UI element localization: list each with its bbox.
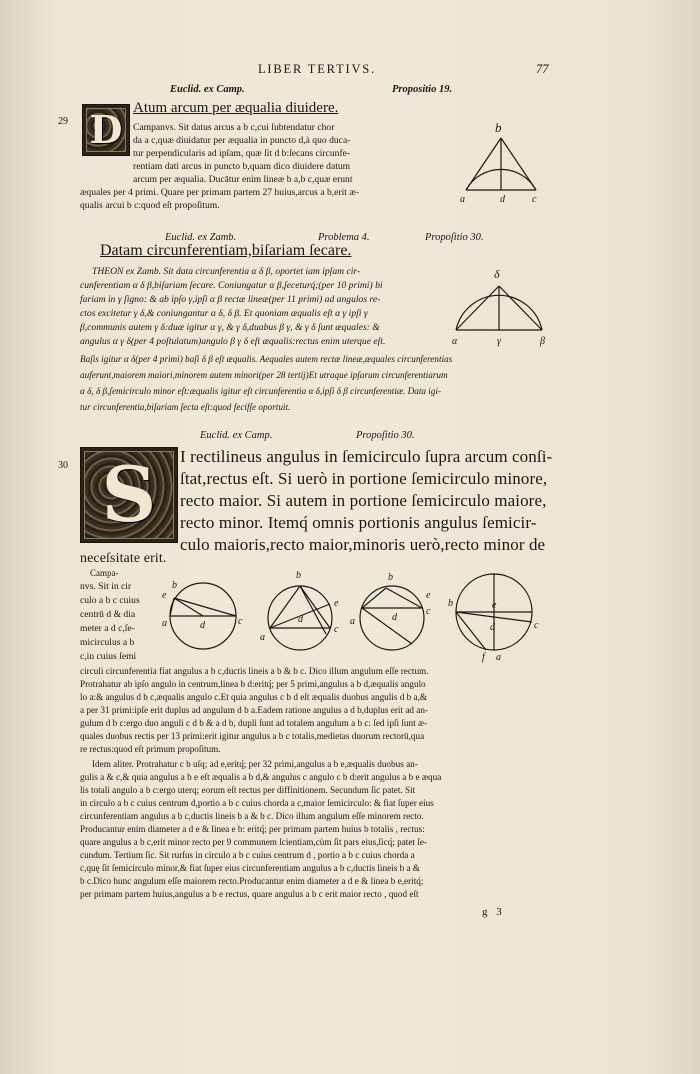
enunciation-line: recto maior. Si autem in portione ſemicirculo maiore,	[180, 491, 547, 510]
text-line: æquales per 4 primi. Quare per primam partem 27 huius,arcus a b,erit æ-	[80, 187, 359, 198]
figure-label: b	[172, 580, 177, 591]
figure-minor-segment-angle-3	[346, 568, 438, 652]
figure-label: b	[388, 572, 393, 583]
drop-capital-d: D	[82, 104, 130, 156]
text-line: Idem aliter. Protrahatur c b uſq; ad e,eritq́; per 32 primi,angulus a b e,æqualis duobus an-	[92, 759, 418, 769]
source-label-zamb: Euclid. ex Zamb.	[165, 232, 237, 243]
text-line: c,quę ſit ſemicirculo minor,& fiat ſuper eius circunferentiam angulus a b c,ductis lineis b a &	[80, 863, 420, 873]
figure-label: γ	[497, 336, 501, 347]
text-line: Baſis igitur α δ(per 4 primi) baſi δ β eſt æqualis. Aequales autem rectæ lineæ,æquales circunferentias	[80, 354, 453, 364]
enunciation-line: neceſsitate erit.	[80, 551, 167, 566]
problem-label: Problema 4.	[318, 232, 370, 243]
figure-label: e	[492, 600, 497, 611]
text-line: auferunt,maiorem maiori,minorem autem minori(per 28 tertij)Et utraque ipſarum circunferentiarum	[80, 370, 448, 380]
text-line: β,communis autem γ δ:duæ igitur α γ, & γ δ,duabus β γ, & γ δ ſunt æquales: &	[80, 322, 380, 333]
proposition-label-30a: Propoſitio 30.	[425, 232, 484, 243]
running-title: LIBER TERTIVS.	[258, 62, 376, 76]
text-line: a per 31 primi:ipſe erit duplus ad angulum d b a.Eadem ratione angulus a d b,duplus erit ad an-	[80, 705, 429, 715]
margin-number-29: 29	[58, 116, 68, 127]
figure-label: c	[532, 194, 537, 205]
text-line: circunferentiam angulus a b c,ductis lineis b a & b c. Dico illum angulum eſſe minorem recto.	[80, 811, 424, 821]
section-title-30a: Datam circunferentiam,biſariam ſecare.	[100, 242, 352, 259]
text-line: lo a:& angulus d b c,æqualis angulo c.Et quia angulus c b d eſt æqualis duobus angulis d b a,&	[80, 692, 428, 702]
margin-number-30: 30	[58, 460, 68, 471]
text-line: qualis arcui b c:quod eſt propoſitum.	[80, 200, 220, 211]
enunciation-line: recto minor. Itemq́ omnis portionis angulus ſemicir-	[180, 513, 537, 532]
figure-semicircle-angle-1	[160, 576, 250, 652]
text-line: in circulo a b c cuius centrum d,portio a b c cuius chorda a c,maior ſemicirculo: & fiat ſuper eius	[80, 798, 434, 808]
figure-label: e	[334, 598, 339, 609]
proposition-label-29: Propositio 19.	[392, 84, 453, 95]
folio-number: 77	[536, 62, 549, 76]
enunciation-line: ſtat,rectus eſt. Si uerò in portione ſemicirculo minore,	[180, 469, 548, 488]
text-line: centrū d & dia	[80, 609, 136, 620]
figure-label: a	[162, 618, 167, 629]
text-line: angulus α γ δ(per 4 poſtulatum)angulo β γ δ eſt æqualis:rectus enim uterque eſt.	[80, 336, 386, 347]
text-line: THEON ex Zamb. Sit data circunferentia α δ β, oportet iam ipſam cir-	[92, 266, 361, 277]
text-line: ctos excitetur γ δ,& coniungantur α δ, δ β. Et quoniam æqualis eſt α γ ipſi γ	[80, 308, 368, 319]
text-line: nvs. Sit in cir	[80, 581, 132, 592]
figure-label: d	[298, 614, 303, 625]
text-line: culo a b c cuius	[80, 595, 140, 606]
figure-label: c	[534, 620, 539, 631]
text-line: c,in cuius ſemi	[80, 651, 137, 662]
figure-label: d	[500, 194, 505, 205]
figure-segment-angle-4	[446, 566, 542, 664]
figure-label: a	[460, 194, 465, 205]
figure-label: δ	[494, 267, 500, 281]
text-line: gulum d b c:ergo duo anguli c d b & a d b, dupli ſunt ad totalem angulum a b c: ſed ipſi ſunt æ-	[80, 718, 428, 728]
text-line: b c.Dico hunc angulum eſſe maiorem recto.Producantur enim diameter a d e & linea b e,eritq́;	[80, 876, 424, 886]
text-line: tur perpendicularis ad ipſam, quæ ſit d b:ſecans circunfe-	[133, 148, 351, 159]
figure-label: b	[495, 120, 502, 135]
section-title-29: Atum arcum per æqualia diuidere.	[133, 100, 339, 116]
text-line: Campanvs. Sit datus arcus a b c,cui ſubtendatur chor	[133, 122, 335, 133]
text-line: α δ, δ β,ſemicirculo minor eſt:æqualis igitur eſt circunferentia α δ,ipſi δ β circunferentiæ. Data igi-	[80, 386, 442, 396]
figure-label: c	[426, 606, 431, 617]
text-line: Protrahatur ab ipſo angulo in centrum,linea b d:eritq́; per 5 primi,angulus a b d,æqualis angulo	[80, 679, 426, 689]
figure-label: e	[426, 590, 431, 601]
figure-label: c	[238, 616, 243, 627]
figure-label: d	[200, 620, 205, 631]
text-line: rentiam dati arcus in puncto b,quam dico diuidere datum	[133, 161, 351, 172]
text-line: fariam in γ ſigno: & ab ipſo γ,ipſi α β rectæ lineæ(per 11 primi) ad angulos re-	[80, 294, 381, 305]
figure-label: α	[452, 336, 458, 347]
text-line: cundum. Tertium ſic. Sit rurſus in circulo a b c cuius centrum d , portio a b c cuius chorda a	[80, 850, 415, 860]
figure-label: c	[334, 624, 339, 635]
figure-label: e	[162, 590, 167, 601]
text-line: re rectus:quod eſt primum propoſitum.	[80, 744, 221, 754]
figure-label: f	[482, 652, 485, 663]
drop-capital-s: S	[80, 447, 178, 543]
figure-arc-bisection-29	[460, 120, 550, 210]
source-label-29: Euclid. ex Camp.	[170, 84, 245, 95]
enunciation-line: culo maioris,recto maior,minoris uerò,recto minor de	[180, 535, 546, 554]
figure-label: d	[392, 612, 397, 623]
text-line: da a c,quæ diuidatur per æqualia in puncto d,à quo duca-	[133, 135, 351, 146]
text-line: arcum per æqualia. Ducātur enim lineæ b a,b c,quæ erunt	[133, 174, 353, 185]
text-line: quare angulus a b c,erit minor recto per 9 communem ſcientiam,cùm ſit pars eius,ſicq́; patet ſe-	[80, 837, 427, 847]
text-line: Campa-	[90, 568, 119, 578]
figure-circumference-bisection	[450, 262, 550, 352]
text-line: tur circunferentia,biſariam ſecta eſt:quod fecifſe oportuit.	[80, 402, 291, 412]
source-label-camp: Euclid. ex Camp.	[200, 430, 273, 441]
text-line: gulis a & c,& quia angulus a b e eſt æqualis a b d,& angulus c angulo c b d:erit angulus a b e æqua	[80, 772, 442, 782]
text-line: cunferentiam α δ β,biſariam ſecare. Coniungatur α β,ſeceturq́;(per 10 primi) bi	[80, 280, 383, 291]
text-line: per primam partem huius,angulus a b e rectus, quare angulus a b c erit maior recto , quod eſt	[80, 889, 419, 899]
text-line: micirculus a b	[80, 637, 135, 648]
figure-label: b	[296, 570, 301, 581]
figure-label: d	[490, 622, 495, 633]
proposition-label-30b: Propoſitio 30.	[356, 430, 415, 441]
text-line: lis totali angulo a b c:ergo uterq; eorum eſt rectus per diffinitionem. Secundum ſic patet. Sit	[80, 785, 416, 795]
figure-label: a	[350, 616, 355, 627]
figure-label: b	[448, 598, 453, 609]
text-line: circuli circunferentia fiat angulus a b c,ductis lineis a b & b c. Dico illum angulum eſſe rectum.	[80, 666, 429, 676]
figure-label: a	[260, 632, 265, 643]
signature-mark: g 3	[482, 906, 505, 918]
text-line: meter a d c,ſe-	[80, 623, 135, 634]
text-line: Producantur enim diameter a d e & linea e b: eritq́; per primam partem huius b totalis , rectus:	[80, 824, 425, 834]
figure-major-segment-angle-2	[256, 568, 348, 652]
text-line: quales duobus rectis per 13 primi:erit igitur angulus a b c totalis,medietas duorum rectorū,qua	[80, 731, 425, 741]
figure-label: a	[496, 652, 501, 663]
figure-label: β	[540, 336, 545, 347]
enunciation-line: I rectilineus angulus in ſemicirculo ſupra arcum conſi-	[180, 447, 553, 466]
